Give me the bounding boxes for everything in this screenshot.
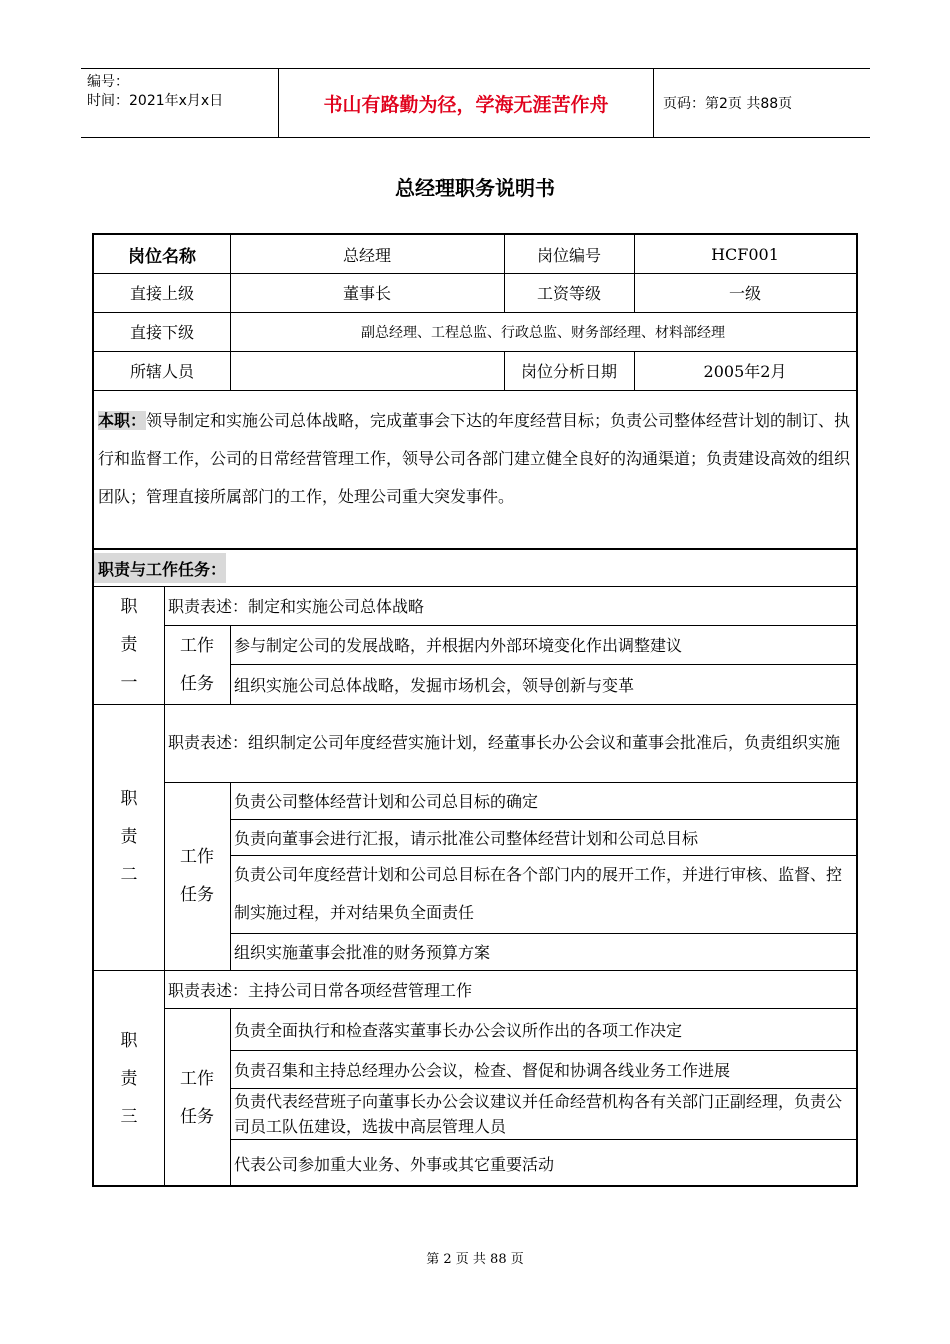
duty-1-char-3: 一	[120, 673, 138, 693]
position-name-value: 总经理	[342, 245, 391, 265]
position-code-label: 岗位编号	[536, 245, 601, 265]
number-label: 编号：	[87, 74, 129, 90]
duty-2-description: 职责表述：组织制定公司年度经营实施计划，经董事长办公会议和董事会批准后，负责组织实施	[168, 733, 841, 752]
duty-summary	[98, 402, 856, 516]
duty-3-description: 职责表述：主持公司日常各项经营管理工作	[168, 980, 473, 1000]
duty-3-name	[94, 970, 164, 1187]
duty-2-task-label: 工作 任务	[180, 847, 214, 905]
duty-2-task-2: 负责向董事会进行汇报，请示批准公司整体经营计划和公司总目标	[234, 828, 699, 848]
duty-3-task-2: 负责召集和主持总经理办公会议，检查、督促和协调各线业务工作进展	[234, 1060, 731, 1080]
subordinate-label: 直接下级	[129, 323, 194, 342]
duty-2-char-1: 职	[120, 789, 138, 809]
job-description-table	[92, 233, 858, 1187]
position-name-label: 岗位名称	[128, 246, 196, 267]
duty-1-task-2: 组织实施公司总体战略，发掘市场机会，领导创新与变革	[234, 675, 635, 695]
duty-1-task-1: 参与制定公司的发展战略，并根据内外部环境变化作出调整建议	[234, 636, 683, 655]
duty-3-char-3: 三	[120, 1106, 138, 1127]
duty-2-task-1: 负责公司整体经营计划和公司总目标的确定	[234, 792, 539, 811]
duty-1-task-label: 工作 任务	[180, 635, 214, 694]
subordinate-value: 副总经理、工程总监、行政总监、财务部经理、材料部经理	[361, 324, 725, 341]
duty-3-task-label: 工作 任务	[180, 1068, 214, 1127]
duty-3-task-4: 代表公司参加重大业务、外事或其它重要活动	[234, 1154, 555, 1174]
page-header	[81, 68, 870, 138]
duty-1-name	[94, 586, 164, 704]
date-label: 时间：2021年x月x日	[87, 93, 224, 109]
duty-2-task-4: 组织实施董事会批准的财务预算方案	[234, 943, 491, 962]
duty-1-description: 职责表述：制定和实施公司总体战略	[168, 597, 425, 616]
duty-2-char-2: 责	[120, 827, 138, 847]
superior-label: 直接上级	[129, 284, 194, 303]
superior-value: 董事长	[342, 284, 391, 303]
page-footer: 第 2 页 共 88 页	[426, 1252, 524, 1267]
document-title: 总经理职务说明书	[395, 176, 555, 200]
duty-3-task-3: 负责代表经营班子向董事长办公会议建议并任命经营机构各有关部门正副经理，负责公司员工队伍建设，选拔中高层管理人员	[234, 1091, 843, 1136]
analysis-date-label: 岗位分析日期	[520, 362, 617, 381]
motto: 书山有路勤为径，学海无涯苦作舟	[279, 69, 654, 137]
duty-3-char-2: 责	[120, 1068, 138, 1089]
duties-heading: 职责与工作任务：	[94, 553, 226, 583]
duty-2-char-3: 二	[120, 865, 138, 885]
duty-3-task-1: 负责全面执行和检查落实董事长办公会议所作出的各项工作决定	[234, 1020, 683, 1040]
duty-summary-label: 本职：	[98, 411, 147, 430]
salary-label: 工资等级	[536, 284, 601, 303]
duty-2-name	[94, 704, 164, 970]
duty-1-char-2: 责	[120, 635, 138, 655]
analysis-date-value: 2005年2月	[703, 362, 787, 381]
page-indicator: 页码：第2页 共88页	[663, 96, 793, 112]
duty-2-task-3: 负责公司年度经营计划和公司总目标在各个部门内的展开工作，并进行审核、监督、控制实施过程，并对结果负全面责任	[234, 865, 843, 922]
position-code-value: HCF001	[711, 244, 779, 264]
staff-label: 所辖人员	[129, 362, 194, 381]
duty-1-char-1: 职	[120, 597, 138, 617]
duty-summary-text: 领导制定和实施公司总体战略，完成董事会下达的年度经营目标；负责公司整体经营计划的制订、执行和监督工作，公司的日常经营管理工作，领导公司各部门建立健全良好的沟通渠道；负责建设高效的组织团队；管理直接所属部门的工作，处理公司重大突发事件。	[98, 411, 851, 506]
header-meta	[81, 69, 279, 137]
duty-3-char-1: 职	[120, 1030, 138, 1051]
staff-value	[230, 351, 504, 390]
salary-value: 一级	[728, 284, 761, 303]
